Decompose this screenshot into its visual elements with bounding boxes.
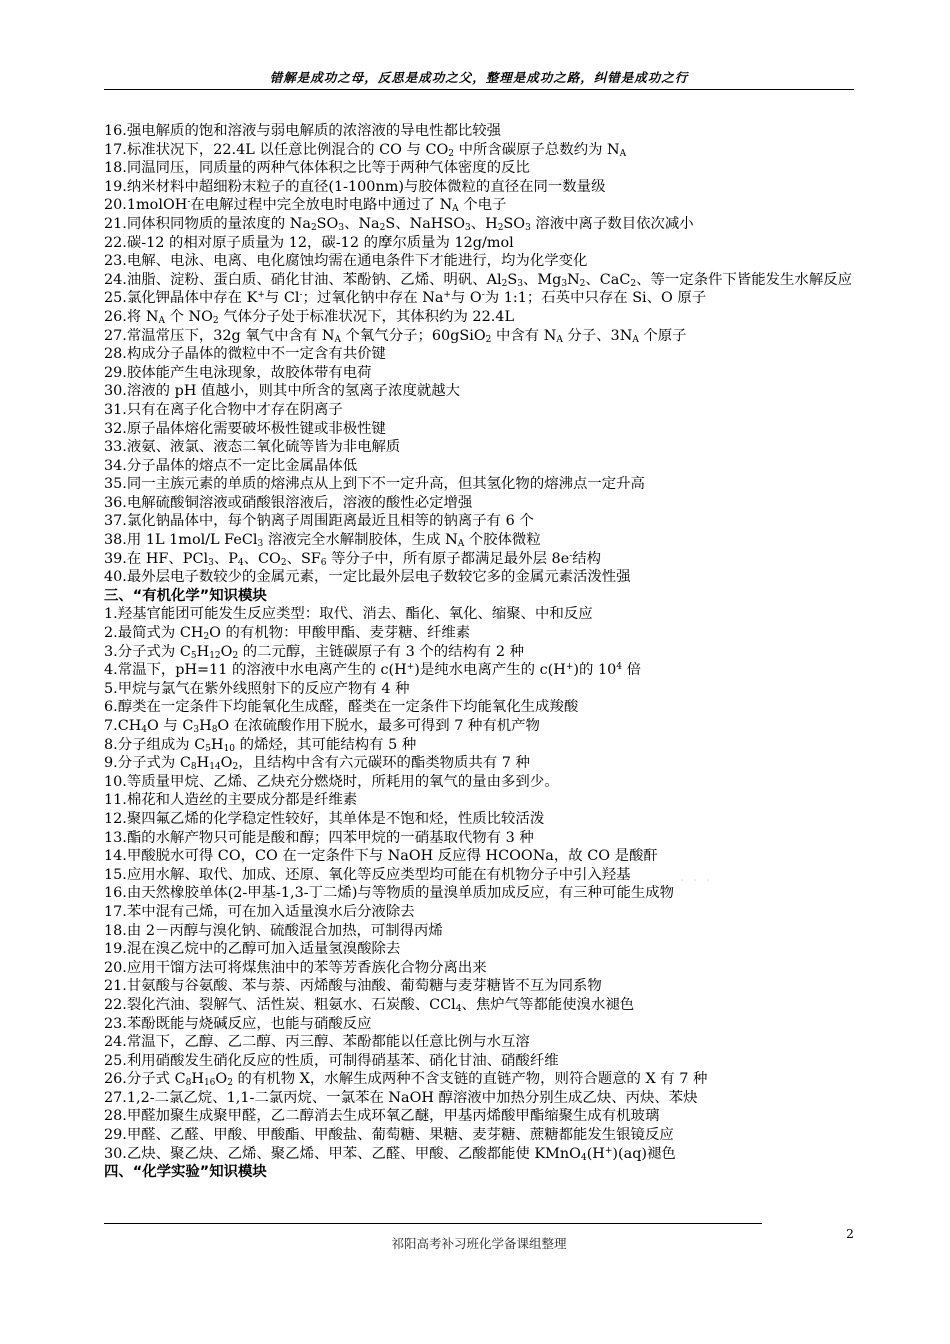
list-item: 37.氯化钠晶体中，每个钠离子周围距离最近且相等的钠离子有 6 个 [104, 513, 534, 530]
list-item: 17.标准状况下，22.4L 以任意比例混合的 CO 与 $CO_2$ 中所含碳原子总数约为 $N_A$ [104, 141, 627, 159]
list-item: 34.分子晶体的熔点不一定比金属晶体低 [104, 457, 358, 474]
list-item: 19.纳米材料中超细粉末粒子的直径(1-100nm)与胶体微粒的直径在同一数量级 [104, 178, 606, 195]
faint-watermark: · · · [680, 873, 713, 889]
list-item: 17.苯中混有己烯，可在加入适量溴水后分液除去 [104, 903, 415, 920]
list-item: 11.棉花和人造丝的主要成分都是纤维素 [104, 792, 358, 809]
list-item: 28.甲醛加聚生成聚甲醛，乙二醇消去生成环氧乙醚，甲基丙烯酸甲酯缩聚生成有机玻璃 [104, 1108, 660, 1125]
section-heading: 三、“有机化学”知识模块 [104, 587, 267, 604]
list-item: 40.最外层电子数较少的金属元素，一定比最外层电子数较它多的金属元素活泼性强 [104, 569, 631, 586]
list-item: 3.分子式为 $C_5H_{12}O_2$ 的二元醇，主链碳原子有 3 个的结构有 2 种 [104, 643, 525, 661]
list-item: 26.分子式 $C_8H_{16}O_2$ 的有机物 X，水解生成两种不含支链的直链产物，则符合题意的 X 有 7 种 [104, 1071, 708, 1089]
page-number: 2 [846, 1226, 854, 1241]
list-item: 35.同一主族元素的单质的熔沸点从上到下不一定升高，但其氢化物的熔沸点一定升高 [104, 476, 645, 493]
header-divider [104, 89, 854, 90]
list-item: 19.混在溴乙烷中的乙醇可加入适量氢溴酸除去 [104, 941, 401, 958]
list-item: 29.甲醛、乙醛、甲酸、甲酸酯、甲酸盐、葡萄糖、果糖、麦芽糖、蔗糖都能发生银镜反应 [104, 1127, 674, 1144]
list-item: 24.常温下，乙醇、乙二醇、丙三醇、苯酚都能以任意比例与水互溶 [104, 1034, 530, 1051]
list-item: 38.用 1L 1mol/L FeCl$_3$ 溶液完全水解制胶体，生成 $N_A$ 个胶体微粒 [104, 532, 541, 550]
list-item: 32.原子晶体熔化需要破坏极性键或非极性键 [104, 420, 386, 437]
list-item: 27.常温常压下，32g 氧气中含有 $N_A$ 个氧气分子；60gSiO$_2$ 中含有 $N_A$ 分子、$3N_A$ 个原子 [104, 327, 687, 345]
list-item: 20.1molOH-在电解过程中完全放电时电路中通过了 $N_A$ 个电子 [104, 197, 507, 215]
list-item: 9.分子式为 $C_8H_{14}O_2$，且结构中含有六元碳环的酯类物质共有 7 种 [104, 755, 530, 773]
list-item: $7.CH_4O$ 与 $C_3H_8O$ 在浓硫酸作用下脱水，最多可得到 7 种有机产物 [104, 718, 540, 735]
list-item: 30.乙炔、聚乙炔、乙烯、聚乙烯、甲苯、乙醛、甲酸、乙酸都能使 KMnO$_4$(H+)(aq)褪色 [104, 1145, 676, 1163]
list-item: 23.电解、电泳、电离、电化腐蚀均需在通电条件下才能进行，均为化学变化 [104, 253, 588, 270]
list-item: 16.强电解质的饱和溶液与弱电解质的浓溶液的导电性都比较强 [104, 123, 502, 139]
list-item: 23.苯酚既能与烧碱反应，也能与硝酸反应 [104, 1015, 372, 1032]
list-item: 24.油脂、淀粉、蛋白质、硝化甘油、苯酚钠、乙烯、明矾、$Al_2S_3$、$Mg_3N_2$、CaC$_2$、等一定条件下皆能发生水解反应 [104, 271, 852, 289]
list-item: 6.醇类在一定条件下均能氧化生成醛，醛类在一定条件下均能氧化生成羧酸 [104, 699, 579, 716]
list-item: 27.1,2-二氯乙烷、1,1-二氯丙烷、一氯苯在 NaOH 醇溶液中加热分别生成乙炔、丙炔、苯炔 [104, 1089, 698, 1106]
document-body [104, 122, 854, 1182]
list-item: 30.溶液的 pH 值越小，则其中所含的氢离子浓度就越大 [104, 383, 461, 400]
list-item: 25.利用硝酸发生硝化反应的性质，可制得硝基苯、硝化甘油、硝酸纤维 [104, 1052, 559, 1069]
list-item: 12.聚四氟乙烯的化学稳定性较好，其单体是不饱和烃，性质比较活泼 [104, 810, 545, 827]
list-item: 5.甲烷与氯气在紫外线照射下的反应产物有 4 种 [104, 680, 410, 697]
list-item: 20.应用干馏方法可将煤焦油中的苯等芳香族化合物分离出来 [104, 959, 487, 976]
header-motto: 错解是成功之母，反思是成功之父，整理是成功之路，纠错是成功之行 [269, 70, 689, 85]
list-item: 18.同温同压，同质量的两种气体体积之比等于两种气体密度的反比 [104, 160, 530, 177]
list-item: 13.酯的水解产物只可能是酸和醇；四苯甲烷的一硝基取代物有 3 种 [104, 829, 534, 846]
list-item: 21.同体积同物质的量浓度的 $Na_2SO_3$、$Na_2S$、NaHSO$_3$、$H_2SO_3$ 溶液中离子数目依次减小 [104, 215, 694, 233]
list-item: 1.羟基官能团可能发生反应类型：取代、消去、酯化、氧化、缩聚、中和反应 [104, 606, 593, 623]
footer-divider [104, 1223, 762, 1224]
list-item: 22.裂化汽油、裂解气、活性炭、粗氨水、石炭酸、CCl$_4$、焦炉气等都能使溴水褪色 [104, 996, 635, 1014]
section-heading: 四、“化学实验”知识模块 [104, 1164, 267, 1181]
list-item: 2.最简式为 $CH_2O$ 的有机物：甲酸甲酯、麦芽糖、纤维素 [104, 625, 471, 643]
list-item: 8.分子组成为 $C_5H_{10}$ 的烯烃，其可能结构有 5 种 [104, 736, 417, 754]
list-item: 22.碳-12 的相对原子质量为 12，碳-12 的摩尔质量为 12g/mol [104, 234, 514, 251]
list-item: 25.氯化钾晶体中存在 K+与 Cl-；过氧化钠中存在 Na+与 O-为 1:1；石英中只存在 Si、O 原子 [104, 290, 707, 307]
list-item: 21.甘氨酸与谷氨酸、苯与萘、丙烯酸与油酸、葡萄糖与麦芽糖皆不互为同系物 [104, 978, 602, 995]
list-item: 26.将 $N_A$ 个 $NO_2$ 气体分子处于标准状况下，其体积约为 22.4L [104, 308, 515, 326]
list-item: 36.电解硫酸铜溶液或硝酸银溶液后，溶液的酸性必定增强 [104, 494, 473, 511]
list-item: 31.只有在离子化合物中才存在阴离子 [104, 401, 343, 418]
list-item: 33.液氨、液氯、液态二氧化硫等皆为非电解质 [104, 439, 401, 456]
list-item: 18.由 2－丙醇与溴化钠、硫酸混合加热，可制得丙烯 [104, 922, 443, 939]
list-item: 14.甲酸脱水可得 CO，CO 在一定条件下与 NaOH 反应得 HCOONa，故 CO 是酸酐 [104, 848, 658, 865]
list-item: 28.构成分子晶体的微粒中不一定含有共价键 [104, 346, 386, 363]
footer-text: 祁阳高考补习班化学备课组整理 [391, 1236, 567, 1251]
list-item: 29.胶体能产生电泳现象，故胶体带有电荷 [104, 364, 372, 381]
list-item: 16.由天然橡胶单体(2-甲基-1,3-丁二烯)与等物质的量溴单质加成反应，有三种可能生成物 [104, 885, 675, 902]
list-item: 15.应用水解、取代、加成、还原、氧化等反应类型均可能在有机物分子中引入羟基 [104, 866, 631, 883]
list-item: 39.在 HF、PCl$_3$、$P_4$、$CO_2$、$SF_6$ 等分子中，所有原子都满足最外层 8e-结构 [104, 550, 602, 568]
list-item: 4.常温下，pH=11 的溶液中水电离产生的 c(H+)是纯水电离产生的 c(H+)的 $10^4$ 倍 [104, 662, 641, 679]
list-item: 10.等质量甲烷、乙烯、乙炔充分燃烧时，所耗用的氧气的量由多到少。 [104, 773, 559, 790]
